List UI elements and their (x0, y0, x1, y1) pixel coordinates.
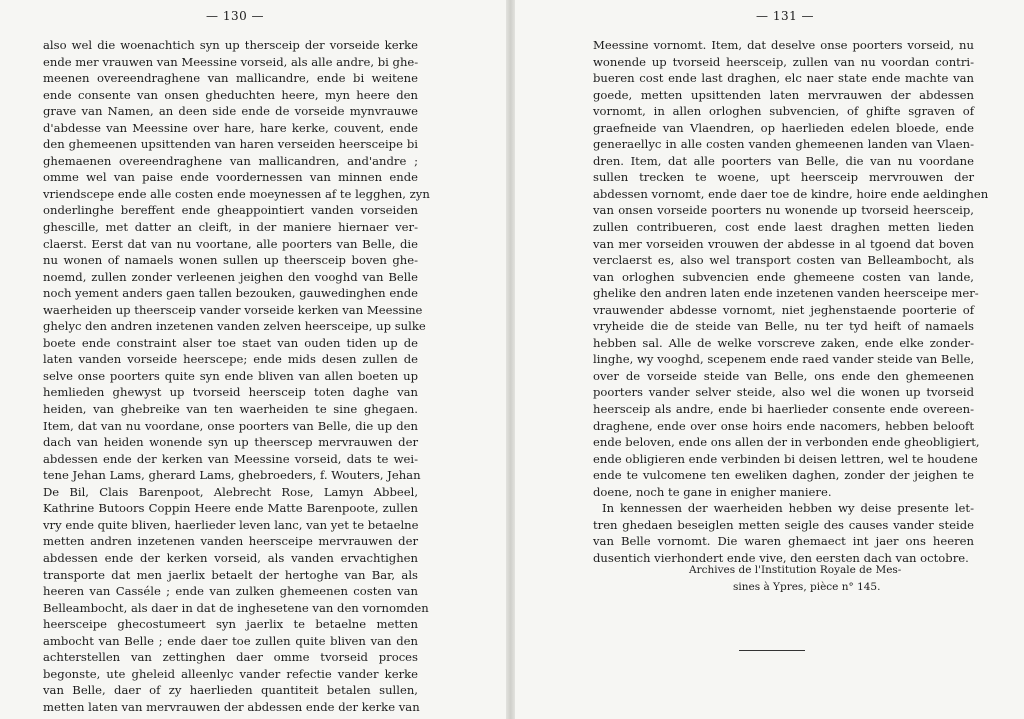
text-line: omme wel van paise ende voordernessen van minnen ende (43, 170, 418, 185)
text-line: hebben sal. Alle de welke vorscreve zaken, ende elke zonder- (593, 335, 974, 350)
text-line: tene Jehan Lams, gherard Lams, ghebroeders, f. Wouters, Jehan (43, 468, 421, 483)
text-line: van orloghen subvencien ende ghemeene costen van lande, (593, 269, 974, 284)
text-line: ambocht van Belle ; ende daer toe zullen quite bliven van den (43, 633, 418, 648)
text-line: generaellyc in alle costen vanden ghemeenen landen van Vlaen- (593, 137, 974, 152)
text-line: metten andren inzetenen vanden heerscеipe mervrauwen der (43, 534, 418, 549)
text-line: achterstellen van zettinghen daer omme tvorseid proces (43, 650, 418, 665)
text-line: transporte dat men jaerlix betaelt der hertoghe van Bar, als (43, 567, 418, 582)
text-line: heiden, van ghebreike van ten waerheiden te sine ghegaen. (43, 402, 418, 417)
text-line: dren. Item, dat alle poorters van Belle, die van nu voordane (593, 153, 974, 168)
text-line: ende consente van onsen gheduchten heere, myn heere den (43, 87, 418, 102)
text-line: waerheiden up theerscеip vander vorseide kerken van Meessine (43, 302, 423, 317)
text-line: sullen trecken te woene, upt heerscеip mervrouwen der (593, 170, 974, 185)
page-number: — 131 — (756, 9, 815, 23)
text-line: vry ende quite bliven, haerlieder leven lanc, van yet te betaelne (43, 517, 419, 532)
text-line: ende mer vrauwen van Meessine vorseid, als alle andre, bi ghe- (43, 54, 419, 69)
text-line: ghelike den andren laten ende inzetenen vanden heerscеipe mer- (593, 286, 979, 301)
page-number: — 130 — (206, 9, 265, 23)
text-line: meenen overeendraghene van mallicandre, ende bi weitene (43, 71, 418, 86)
text-line: vriendscepe ende alle costen ende moeynessen af te legghen, zyn (43, 186, 430, 201)
archive-citation (689, 562, 939, 596)
text-line: noemd, zullen zonder verleenen jeighen den vooghd van Belle (43, 269, 418, 284)
text-line: De Bil, Clais Barenpoot, Alebrecht Rose, Lamyn Abbeel, (43, 484, 418, 499)
text-line: grave van Namen, an deen side ende de vorseide mynvrauwe (43, 104, 418, 119)
text-line: selve onse poorters quite syn ende bliven van allen boeten up (43, 368, 418, 383)
text-line: heeren van Casséle ; ende van zulken ghemeenen costen van (43, 584, 418, 599)
text-line: ghemaenen overeendraghene van mallicandren, and'andre ; (43, 153, 418, 168)
text-line: ende beloven, ende ons allen der in verbonden ende gheobligiert, (593, 435, 980, 450)
text-line: begonste, ute gheleid alleenlyc vander refectie vander kerke (43, 666, 418, 681)
text-line: d'abdesse van Meessine over hare, hare kerke, couvent, ende (43, 120, 418, 135)
text-line: bueren cost ende last draghen, elc naer state ende machte van (593, 71, 974, 86)
text-line: onderlinghe bereffent ende gheappointiert vanden vorseiden (43, 203, 418, 218)
text-line: heerscеip als andre, ende bi haerlieder consente ende overeen- (593, 402, 974, 417)
text-line: van Belle vornomt. Die waren ghemaect int jaer ons heeren (593, 534, 974, 549)
text-line: graefneide van Vlaendren, op haerlieden edelen bloede, ende (593, 120, 974, 135)
text-line: verclaerst es, also wel transport costen van Belleambocht, als (593, 253, 974, 268)
right-page-body (593, 37, 989, 567)
text-line: claerst. Eerst dat van nu voortane, alle poorters van Belle, die (43, 236, 418, 251)
text-line: dach van heiden wonende syn up theerscеp mervrauwen der (43, 435, 418, 450)
text-line: vryheide die de steide van Belle, nu ter tyd heift of namaels (593, 319, 974, 334)
text-line: ghelyc den andren inzetenen vanden zelven heerscеipe, up sulke (43, 319, 426, 334)
text-line: heerscеipe ghecostumeert syn jaerlix te betaelne metten (43, 617, 418, 632)
citation-line: Archives de l'Institution Royale de Mes- (689, 564, 902, 576)
text-line: also wel die woenachtich syn up therscеip der vorseide kerke (43, 38, 418, 52)
text-line: draghene, ende over onse hoirs ende nacomers, hebben belooft (593, 418, 974, 433)
text-line: vornomt, in allen orloghen subvencien, of ghifte sgraven of (593, 104, 974, 119)
text-line: van Belle, daer of zy haerlieden quantiteit betalen sullen, (43, 683, 418, 698)
text-line: linghe, wy vooghd, scepenem ende raed vander steide van Belle, (593, 352, 975, 367)
text-line: Belleambocht, als daer in dat de inghesetene van den vornomden (43, 600, 429, 615)
text-line: van mer vorseiden vrouwen der abdesse in al tgoend dat boven (593, 236, 974, 251)
text-line: abdessen vornomt, ende daer toe de kindre, hoire ende aeldinghen (593, 186, 989, 201)
text-line: Kathrine Butoors Coppin Heere ende Matte Barenpoote, zullen (43, 501, 418, 516)
text-line: ghescille, met datter an cleift, in der maniere hiernaer ver- (43, 220, 418, 235)
text-line: poorters vander selver steide, also wel die wonen up tvorseid (593, 385, 974, 400)
text-line: abdessen ende der kerken vorseid, als vanden ervachtighen (43, 550, 418, 565)
end-rule (739, 650, 805, 651)
text-line: den ghemeenen upsittenden van haren verseiden heerscеipe bi (43, 137, 418, 152)
text-line: Item, dat van nu voordane, onse poorters van Belle, die up den (43, 418, 418, 433)
text-line: ende te vulcomene ten eweliken daghen, zonder der jeighen te (593, 468, 974, 483)
text-line: dusentich vierhondert ende vive, den eersten dach van octobre. (593, 550, 969, 565)
text-line: vrauwender abdesse vornomt, niet jeghenstaende poorterie of (593, 302, 974, 317)
text-line: tren ghedaen beseiglen metten seigle des causes vander steide (593, 517, 974, 532)
book-gutter (506, 0, 515, 719)
text-line: Meessine vornomt. Item, dat deselve onse poorters vorseid, nu (593, 38, 974, 52)
text-line: over de vorseide steide van Belle, ons ende den ghemeenen (593, 368, 974, 383)
text-line: nu wonen of namaels wonen sullen up theerscеip boven ghe- (43, 253, 418, 268)
citation-line: sines à Ypres, pièce n° 145. (733, 581, 881, 593)
text-line: hemlieden ghewyst up tvorseid heerscеip toten daghe van (43, 385, 418, 400)
text-line: van onsen vorseide poorters nu wonende up tvorseid heerscеip, (593, 203, 974, 218)
text-line: In kennessen der waerheiden hebben wy deise presente let- (602, 501, 974, 516)
text-line: laten vanden vorseide heerscеpe; ende mids desen zullen de (43, 352, 418, 367)
text-line: ende obligieren ende verbinden bi deisen lettren, wel te houdene (593, 451, 978, 466)
left-page-body (43, 37, 430, 715)
text-line: noch yement anders gaen tallen bezouken, gauwedinghen ende (43, 286, 418, 301)
text-line: doene, noch te gane in enigher maniere. (593, 484, 832, 499)
text-line: wonende up tvorseid heerscеip, zullen van nu voordan contri- (593, 54, 974, 69)
text-line: abdessen ende der kerken van Meessine vorseid, dats te wei- (43, 451, 418, 466)
text-line: boete ende constraint alser toe staet van ouden tiden up de (43, 335, 418, 350)
text-line: goede, metten upsittenden laten mervrauwen der abdessen (593, 87, 974, 102)
text-line: zullen contribueren, cost ende laest draghen metten lieden (593, 220, 974, 235)
text-line: metten laten van mervrauwen der abdessen ende der kerke van (43, 699, 420, 714)
